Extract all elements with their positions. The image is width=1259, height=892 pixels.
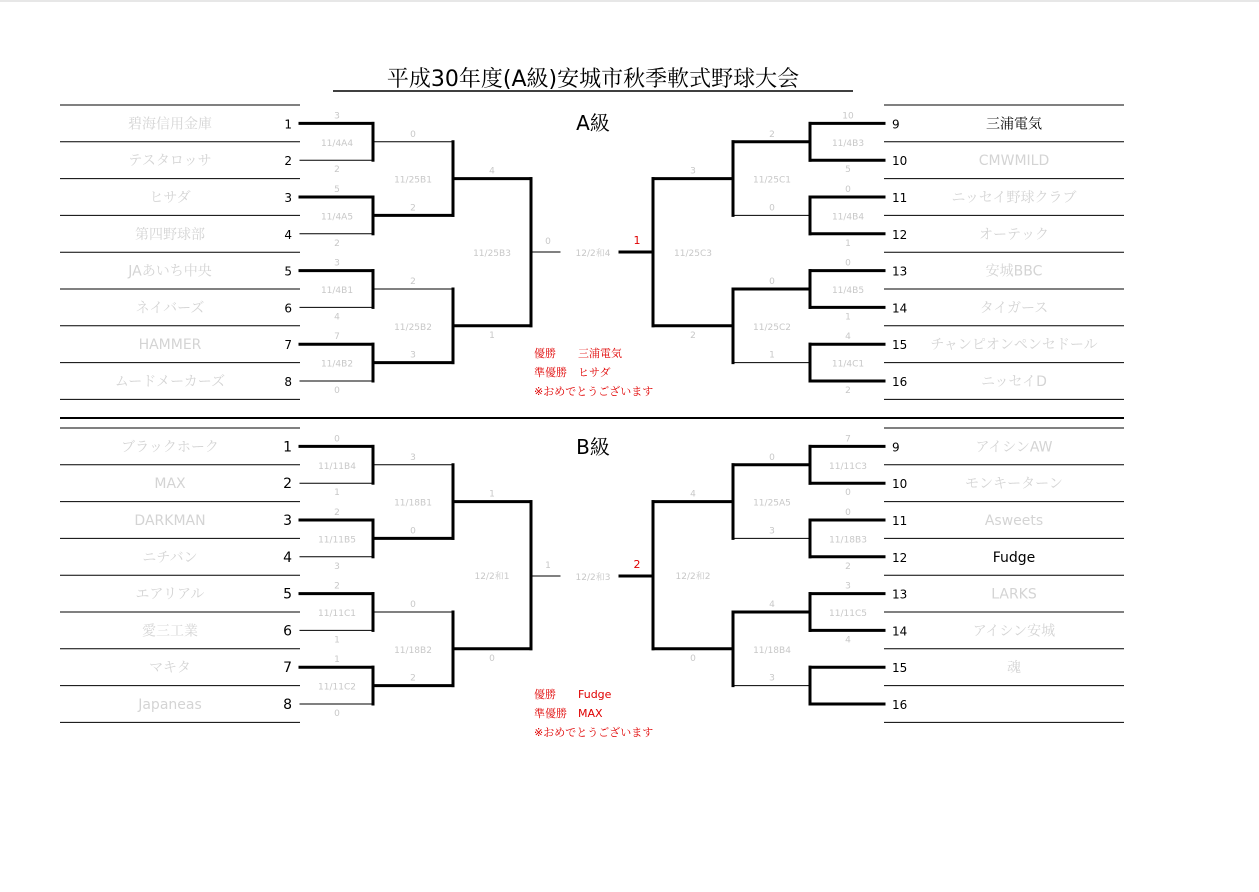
right-r1-score: 0 (845, 185, 851, 195)
result-line: 準優勝 MAX (534, 707, 603, 720)
left-r2-game: 11/25B1 (394, 175, 432, 186)
left-r1-score: 0 (334, 434, 340, 445)
left-r1-game: 11/11B5 (318, 535, 356, 546)
left-team-name: Japaneas (138, 697, 202, 713)
right-r2-score: 3 (769, 673, 775, 684)
grade-label: B級 (576, 435, 610, 459)
right-team-name: オーテック (979, 226, 1049, 243)
final-score-left: 1 (545, 561, 551, 571)
left-team-seed: 3 (283, 513, 292, 529)
right-team-seed: 10 (892, 477, 908, 492)
right-team-name: アイシンAW (975, 439, 1053, 456)
right-team-name: Asweets (984, 513, 1044, 529)
left-team-seed: 8 (284, 375, 292, 389)
left-r2-game: 11/25B2 (394, 322, 432, 333)
right-team-name: タイガース (979, 300, 1049, 317)
final-score-left: 0 (545, 237, 551, 247)
left-sf-score: 4 (489, 166, 495, 177)
right-team-name: ニッセイ野球クラブ (951, 190, 1077, 206)
result-line: 準優勝 ヒサダ (534, 366, 611, 379)
left-r1-game: 11/11C2 (318, 682, 356, 693)
left-r2-score: 3 (410, 452, 416, 463)
left-team-name: JAあいち中央 (128, 263, 212, 280)
right-team-seed: 15 (892, 661, 908, 676)
left-r1-score: 3 (334, 561, 340, 572)
left-team-seed: 4 (283, 549, 292, 566)
left-team-name: マキタ (149, 660, 191, 677)
left-r1-game: 11/4B1 (320, 286, 354, 296)
right-r1-game: 11/11C3 (829, 461, 867, 472)
division-a (60, 105, 1124, 399)
left-team-seed: 1 (283, 439, 292, 456)
right-r1-score: 0 (845, 258, 851, 269)
result-line: 優勝 三浦電気 (534, 347, 622, 360)
right-r2-score: 3 (769, 526, 775, 537)
right-team-seed: 14 (892, 301, 908, 316)
right-r2-score: 1 (769, 350, 775, 361)
right-team-name: アイシン安城 (972, 623, 1056, 640)
left-team-name: 第四野球部 (135, 226, 205, 243)
right-sf-score: 2 (690, 330, 696, 341)
right-team-name: モンキーターン (965, 476, 1063, 493)
left-r1-score: 7 (334, 332, 340, 343)
left-team-seed: 2 (284, 154, 292, 169)
left-r2-game: 11/18B1 (394, 498, 432, 509)
left-team-name: ネイバーズ (135, 300, 205, 317)
left-r1-score: 2 (334, 238, 340, 249)
left-team-seed: 7 (284, 338, 292, 353)
right-sf-score: 4 (690, 489, 696, 500)
right-r1-game: 11/18B3 (829, 535, 867, 546)
left-r1-game: 11/4A4 (320, 138, 354, 149)
left-team-name: テスタロッサ (128, 153, 212, 170)
right-r1-score: 7 (845, 434, 851, 445)
left-sf-score: 0 (489, 653, 495, 664)
right-r1-game: 11/11C5 (829, 609, 867, 619)
right-r1-game: 11/4B3 (831, 138, 865, 149)
left-team-seed: 8 (283, 697, 292, 713)
right-r1-score: 10 (842, 111, 854, 122)
result-line: ※おめでとうございます (534, 726, 654, 739)
right-team-seed: 11 (892, 514, 908, 528)
right-team-seed: 16 (892, 375, 908, 389)
result-line: 優勝 Fudge (534, 688, 612, 701)
left-r1-score: 3 (334, 111, 340, 122)
left-r1-score: 1 (334, 488, 340, 499)
right-r1-game: 11/4B4 (831, 212, 865, 223)
left-team-seed: 6 (284, 301, 292, 316)
left-team-name: ヒサダ (149, 190, 191, 206)
right-r2-score: 0 (769, 452, 775, 463)
right-team-seed: 9 (892, 440, 900, 455)
left-team-name: ニチバン (142, 549, 198, 566)
left-team-name: ムードメーカーズ (114, 374, 226, 390)
right-sf-score: 3 (690, 166, 696, 177)
left-r1-game: 11/11B4 (318, 461, 356, 472)
left-team-name: MAX (154, 476, 186, 493)
right-r1-score: 3 (845, 581, 851, 592)
right-sf-game: 12/2和2 (675, 572, 711, 583)
left-team-name: DARKMAN (134, 513, 206, 529)
right-team-name: 魂 (1007, 660, 1021, 677)
left-team-name: 愛三工業 (142, 623, 198, 640)
right-r1-game: 11/4C1 (831, 359, 865, 370)
final-game: 12/2和3 (575, 573, 611, 583)
left-r1-game: 11/4B2 (320, 359, 354, 370)
right-team-name: チャンピオンペンセドール (930, 337, 1098, 354)
left-team-seed: 2 (283, 476, 292, 493)
final-score-right: 1 (633, 234, 641, 247)
right-r1-game: 11/4B5 (831, 286, 865, 296)
right-r2-game: 11/25A5 (753, 498, 791, 509)
left-r1-game: 11/11C1 (318, 609, 356, 619)
right-team-seed: 16 (892, 698, 908, 712)
left-r2-score: 0 (410, 129, 416, 140)
left-team-seed: 5 (284, 264, 292, 279)
right-r2-score: 0 (769, 203, 775, 214)
left-r2-score: 2 (410, 203, 416, 214)
left-r1-score: 0 (334, 386, 340, 396)
right-team-name: ニッセイD (981, 374, 1047, 390)
left-team-seed: 7 (283, 660, 292, 677)
right-team-seed: 15 (892, 338, 908, 353)
left-r2-score: 2 (410, 673, 416, 684)
right-r2-score: 0 (769, 277, 775, 287)
right-sf-score: 0 (690, 653, 696, 664)
left-r2-score: 2 (410, 277, 416, 287)
right-r2-score: 2 (769, 129, 775, 140)
right-r1-score: 0 (845, 508, 851, 518)
left-r1-score: 3 (334, 258, 340, 269)
right-r1-score: 5 (845, 165, 851, 176)
right-team-seed: 9 (892, 117, 900, 132)
right-team-name: LARKS (991, 586, 1037, 603)
left-r1-score: 5 (334, 185, 340, 195)
left-sf-game: 12/2和1 (474, 572, 510, 583)
left-team-name: 碧海信用金庫 (128, 116, 212, 133)
right-r2-game: 11/18B4 (753, 645, 791, 656)
right-r1-score: 2 (845, 561, 851, 572)
left-team-seed: 1 (284, 117, 292, 132)
final-game: 12/2和4 (575, 249, 611, 259)
right-team-seed: 13 (892, 587, 908, 602)
right-r1-score: 4 (845, 332, 851, 343)
left-team-name: ブラックホーク (121, 439, 219, 456)
left-r2-game: 11/18B2 (394, 645, 432, 656)
left-team-seed: 3 (284, 191, 292, 205)
left-team-seed: 6 (283, 623, 292, 640)
left-r1-score: 1 (334, 655, 340, 666)
left-r2-score: 3 (410, 350, 416, 361)
left-sf-score: 1 (489, 330, 495, 341)
right-team-name: CMWMILD (978, 153, 1050, 170)
right-team-seed: 11 (892, 191, 908, 205)
left-r2-score: 0 (410, 526, 416, 537)
right-team-name: 三浦電気 (986, 116, 1042, 133)
left-r1-game: 11/4A5 (320, 212, 354, 223)
left-team-name: エアリアル (135, 586, 205, 603)
right-team-seed: 12 (892, 550, 908, 565)
left-r1-score: 2 (334, 165, 340, 176)
left-r1-score: 2 (334, 581, 340, 592)
right-r2-game: 11/25C2 (753, 322, 791, 333)
right-team-seed: 12 (892, 227, 908, 242)
left-team-name: HAMMER (138, 337, 202, 354)
right-team-seed: 14 (892, 624, 908, 639)
division-b (60, 428, 1124, 739)
right-team-name: 安城BBC (985, 263, 1043, 280)
left-r1-score: 1 (334, 635, 340, 646)
right-r1-score: 1 (845, 238, 851, 249)
page-title: 平成30年度(A級)安城市秋季軟式野球大会 (386, 67, 800, 92)
right-r1-score: 0 (845, 488, 851, 499)
right-r1-score: 2 (845, 386, 851, 396)
left-sf-score: 1 (489, 489, 495, 500)
right-r2-score: 4 (769, 600, 775, 610)
left-team-seed: 4 (284, 227, 292, 242)
right-team-name: Fudge (992, 549, 1036, 566)
result-line: ※おめでとうございます (534, 385, 654, 398)
left-r2-score: 0 (410, 600, 416, 610)
right-team-seed: 13 (892, 264, 908, 279)
right-team-seed: 10 (892, 154, 908, 169)
right-r1-score: 4 (845, 635, 851, 646)
final-score-right: 2 (633, 558, 641, 571)
right-r1-score: 1 (845, 312, 851, 323)
left-r1-score: 2 (334, 508, 340, 518)
right-r2-game: 11/25C1 (753, 175, 791, 186)
left-sf-game: 11/25B3 (473, 249, 511, 260)
right-sf-game: 11/25C3 (674, 249, 712, 260)
left-team-seed: 5 (283, 586, 292, 603)
grade-label: A級 (576, 111, 610, 135)
left-r1-score: 4 (334, 312, 340, 323)
left-r1-score: 0 (334, 709, 340, 719)
